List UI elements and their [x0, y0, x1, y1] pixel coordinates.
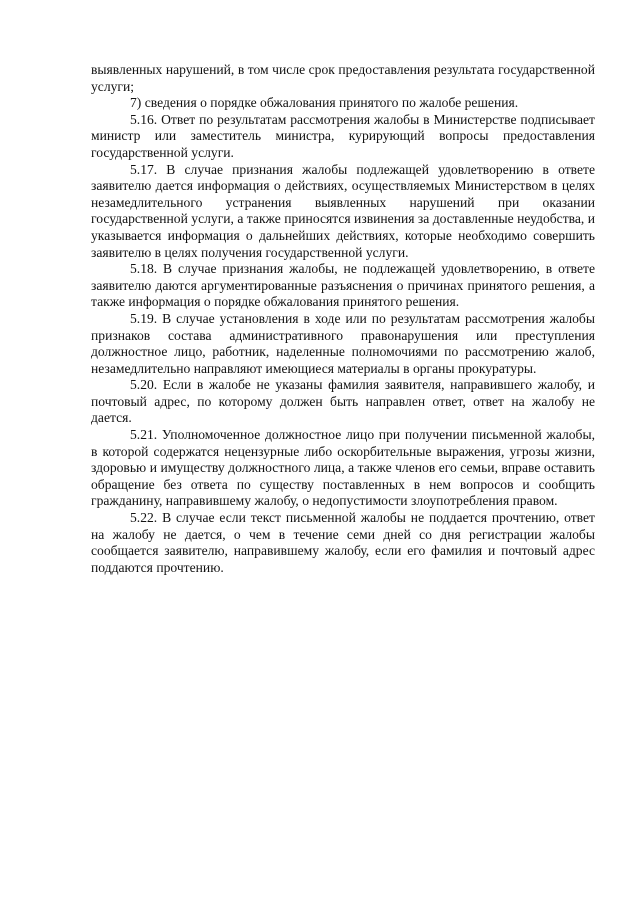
paragraph-5-20: 5.20. Если в жалобе не указаны фамилия заявителя, направившего жалобу, и почтовый адрес, по которому должен быть направлен ответ, ответ на жалобу не дается.	[91, 377, 595, 426]
paragraph-continuation: выявленных нарушений, в том числе срок предоставления результата государственной услуги;	[91, 62, 595, 94]
paragraph-item-7: 7) сведения о порядке обжалования принятого по жалобе решения.	[130, 95, 519, 111]
document-page	[91, 62, 595, 576]
paragraph-5-19: 5.19. В случае установления в ходе или по результатам рассмотрения жалобы признаков состава административного правонарушения или преступления должностное лицо, работник, наделенные полномочиями по рассмотрению жалоб, незамедлительно направляют имеющиеся материалы в органы прокуратуры.	[91, 310, 595, 376]
paragraph-5-22: 5.22. В случае если текст письменной жалобы не поддается прочтению, ответ на жалобу не дается, о чем в течение семи дней со дня регистрации жалобы сообщается заявителю, направившему жалобу, если его фамилия и почтовый адрес поддаются прочтению.	[91, 510, 595, 575]
paragraph-5-17: 5.17. В случае признания жалобы подлежащей удовлетворению в ответе заявителю дается информация о действиях, осуществляемых Министерством в целях незамедлительного устранения выявленных нарушений при оказании государственной услуги, а также приносятся извинения за доставленные неудобства, и указывается информация о дальнейших действиях, которые необходимо совершить заявителю в целях получения государственной услуги.	[91, 161, 595, 260]
paragraph-5-21: 5.21. Уполномоченное должностное лицо при получении письменной жалобы, в которой содержатся нецензурные либо оскорбительные выражения, угрозы жизни, здоровью и имуществу должностного лица, а также членов его семьи, вправе оставить обращение без ответа по существу поставленных в нем вопросов и сообщить гражданину, направившему жалобу, о недопустимости злоупотребления правом.	[91, 427, 595, 509]
paragraph-5-16: 5.16. Ответ по результатам рассмотрения жалобы в Министерстве подписывает министр или заместитель министра, курирующий вопросы предоставления государственной услуги.	[91, 111, 595, 160]
paragraph-5-18: 5.18. В случае признания жалобы, не подлежащей удовлетворению, в ответе заявителю даются аргументированные разъяснения о причинах принятого решения, а также информация о порядке обжалования принятого решения.	[91, 261, 595, 310]
